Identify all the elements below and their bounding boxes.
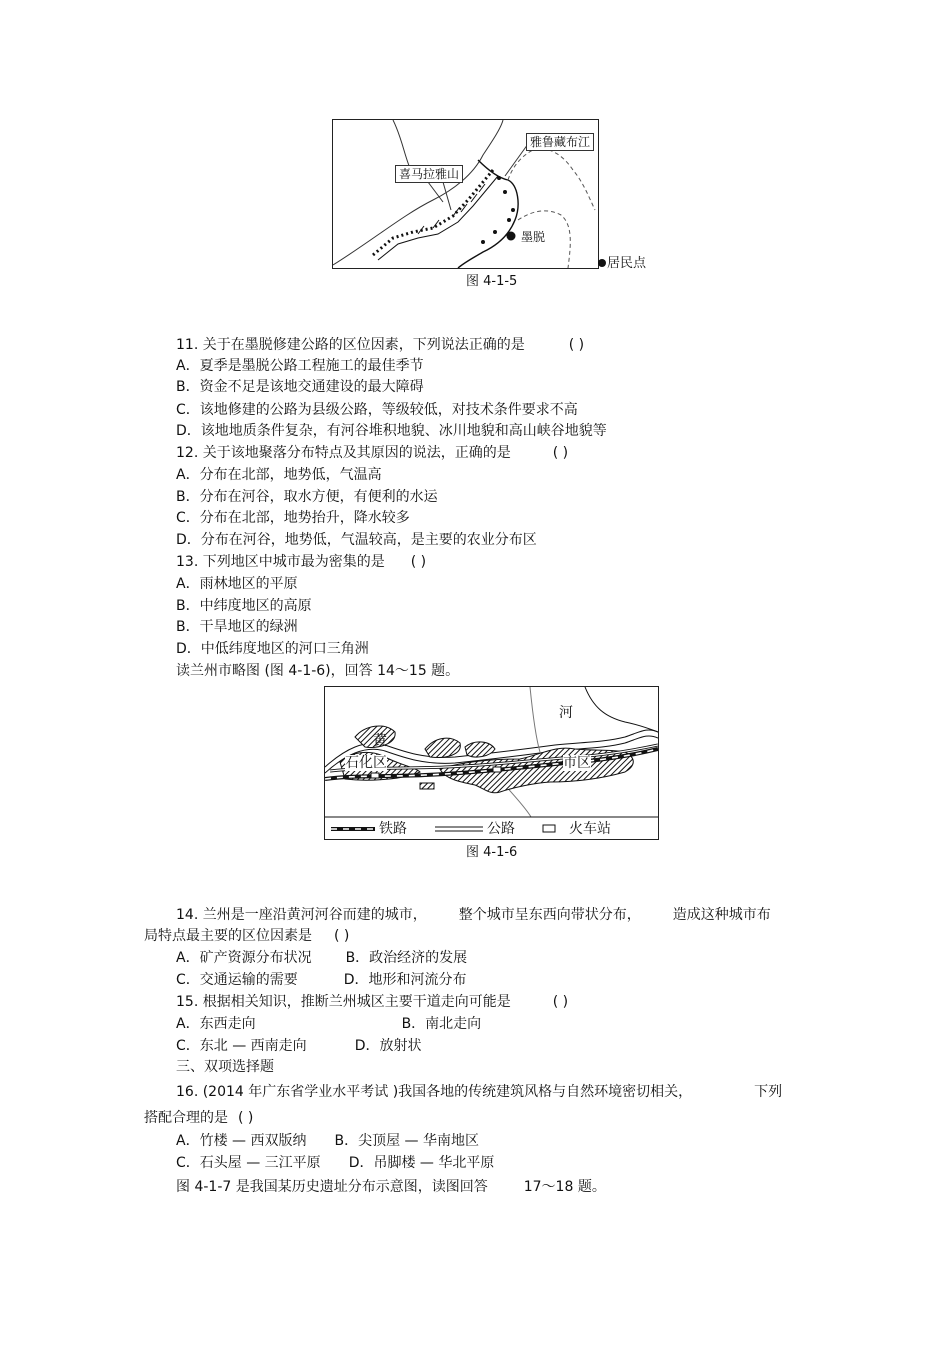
- q13-option-d: D．中低纬度地区的河口三角洲: [176, 641, 369, 657]
- legend-road: 公路: [487, 821, 515, 837]
- river-label-he: 河: [559, 705, 573, 721]
- q15-stem: 15. 根据相关知识，推断兰州城区主要干道走向可能是 ( ): [176, 994, 569, 1010]
- q16-stem-line2: 搭配合理的是 ( ): [144, 1110, 254, 1126]
- settlement-dot-icon: [598, 259, 606, 267]
- figure-4-1-6-map: [324, 686, 659, 840]
- intro-questions-17-18: 图 4-1-7 是我国某历史遗址分布示意图，读图回答 17～18 题。: [176, 1179, 606, 1195]
- q11-option-a: A．夏季是墨脱公路工程施工的最佳季节: [176, 358, 424, 374]
- q14-options-row1: A．矿产资源分布状况 B．政治经济的发展: [176, 950, 468, 966]
- q15-options-row2: C．东北 — 西南走向 D．放射状: [176, 1038, 422, 1054]
- intro-questions-14-15: 读兰州市略图 (图 4-1-6)，回答 14～15 题。: [176, 663, 460, 679]
- settlement-legend: 居民点: [598, 256, 646, 272]
- q12-option-c: C．分布在北部，地势抬升，降水较多: [176, 510, 410, 526]
- q11-option-b: B．资金不足是该地交通建设的最大障碍: [176, 379, 424, 395]
- city-district-label: 市区: [563, 755, 591, 771]
- q12-stem: 12. 关于该地聚落分布特点及其原因的说法，正确的是 ( ): [176, 445, 569, 461]
- figure-4-1-5-map: [332, 119, 599, 269]
- q12-option-b: B．分布在河谷，取水方便，有便利的水运: [176, 489, 438, 505]
- q13-option-b: B．中纬度地区的高原: [176, 598, 312, 614]
- q16-options-row1: A．竹楼 — 西双版纳 B．尖顶屋 — 华南地区: [176, 1133, 479, 1149]
- q12-option-d: D．分布在河谷，地势低，气温较高，是主要的农业分布区: [176, 532, 537, 548]
- q11-option-d: D．该地地质条件复杂，有河谷堆积地貌、冰川地貌和高山峡谷地貌等: [176, 423, 607, 439]
- q14-stem-line2: 局特点最主要的区位因素是 ( ): [144, 928, 350, 944]
- q13-stem: 13. 下列地区中城市最为密集的是 ( ): [176, 554, 427, 570]
- legend-railway: 铁路: [379, 821, 407, 837]
- q11-stem: 11. 关于在墨脱修建公路的区位因素，下列说法正确的是 ( ): [176, 337, 585, 353]
- q14-options-row2: C．交通运输的需要 D．地形和河流分布: [176, 972, 467, 988]
- shihua-district-label: 石化区: [345, 755, 387, 771]
- river-label-huang: 黄: [373, 733, 387, 749]
- q11-option-c: C．该地修建的公路为县级公路，等级较低，对技术条件要求不高: [176, 402, 578, 418]
- figure-4-1-5-caption: 图 4-1-5: [466, 274, 518, 289]
- figure-4-1-6-caption: 图 4-1-6: [466, 845, 518, 860]
- section-3-heading: 三、双项选择题: [176, 1059, 274, 1075]
- q14-stem: 14. 兰州是一座沿黄河河谷而建的城市， 整个城市呈东西向带状分布， 造成这种城市布: [176, 907, 771, 923]
- q15-options-row1: A．东西走向 B．南北走向: [176, 1016, 482, 1032]
- himalaya-label: 喜马拉雅山: [395, 165, 463, 183]
- q13-option-b2: B．干旱地区的绿洲: [176, 619, 298, 635]
- yarlung-tsangpo-label: 雅鲁藏布江: [526, 133, 594, 151]
- q16-options-row2: C．石头屋 — 三江平原 D．吊脚楼 — 华北平原: [176, 1155, 495, 1171]
- q12-option-a: A．分布在北部，地势低，气温高: [176, 467, 382, 483]
- medog-label: 墨脱: [521, 230, 546, 244]
- legend-station: 火车站: [569, 821, 611, 837]
- q13-option-a: A．雨林地区的平原: [176, 576, 298, 592]
- q16-stem: 16. (2014 年广东省学业水平考试 )我国各地的传统建筑风格与自然环境密切相关， 下列: [176, 1084, 783, 1100]
